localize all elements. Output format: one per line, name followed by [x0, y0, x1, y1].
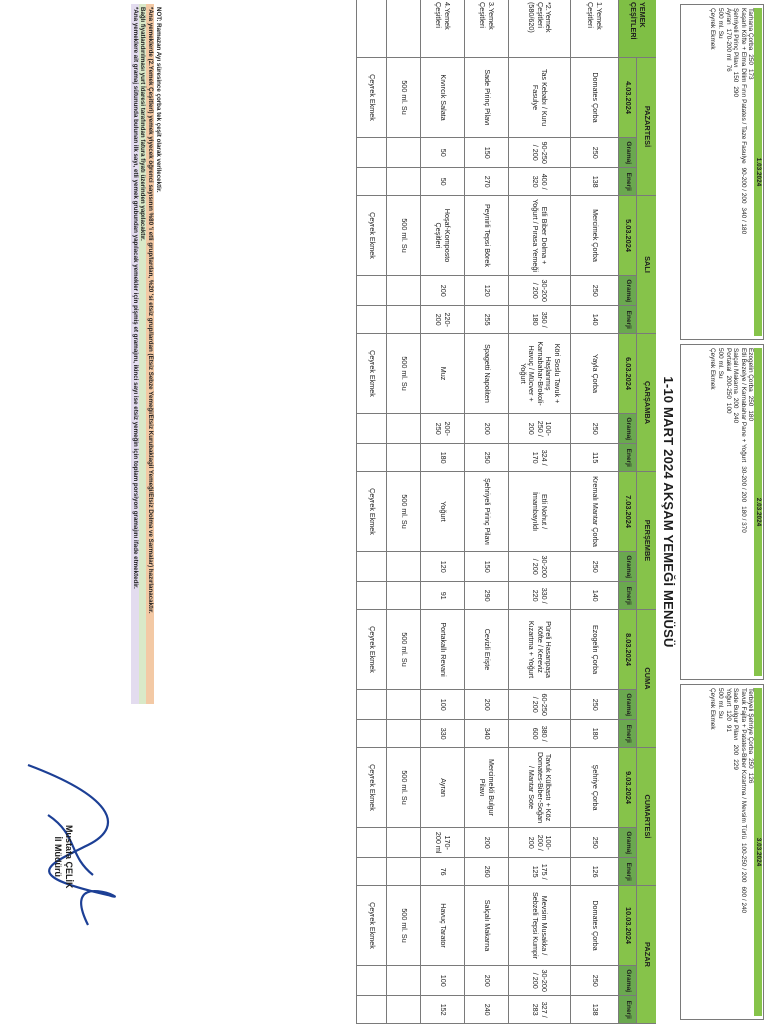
enerji-value	[386, 720, 420, 748]
date-cell: 9.03.2024	[618, 748, 636, 828]
enerji-value: 260	[464, 858, 508, 886]
enerji-value: 255	[464, 306, 508, 334]
gramaj-value: 250	[747, 54, 755, 65]
enerji-value	[386, 996, 420, 1024]
gramaj-value: 100-250 / 200	[739, 843, 747, 883]
enerji-value: 115	[570, 444, 618, 472]
day-header: ÇARŞAMBA	[636, 334, 656, 472]
enerji-value: 152	[420, 996, 464, 1024]
menu-item: 500 ml. Su	[717, 348, 725, 379]
enerji-value: 400 / 320	[508, 168, 570, 196]
enerji-value: 290	[732, 86, 740, 98]
menu-line	[739, 8, 747, 336]
menu-item: 500 ml. Su	[386, 610, 420, 690]
menu-item: Tas Kebabı / Kuru Fasulye	[508, 58, 570, 138]
menu-item: Havuç Tarator	[420, 886, 464, 966]
day-header: PAZARTESİ	[636, 58, 656, 196]
menu-item: Püreli Hasanpaşa Köfte / Kereviz Kızartma + Yoğurt	[508, 610, 570, 690]
date-cell: 4.03.2024	[618, 58, 636, 138]
row-label	[356, 0, 386, 58]
menu-line	[724, 688, 732, 1016]
note-line: Bağlı fiyatlandırılması yurt İdaresi tarafından fatura fiyatı üzerinden yapılacaktır.	[139, 4, 147, 704]
row-label: 3.Yemek Çeşitleri	[464, 0, 508, 58]
menu-line	[739, 688, 747, 1016]
menu-item: Salçalı Makarna	[732, 348, 740, 394]
signatory-title: İl Müdürü	[53, 836, 63, 877]
enerji-value: 126	[747, 772, 755, 784]
menu-line	[724, 8, 732, 336]
enerji-value: 138	[570, 996, 618, 1024]
notes-block	[131, 4, 162, 704]
gramaj-value: 30-200 / 200	[508, 552, 570, 582]
menu-item: Terbiyeli Şehriye Çorba	[747, 688, 755, 755]
gramaj-value: 100-250 / 200	[508, 414, 570, 444]
enerji-value: 240	[732, 412, 740, 424]
menu-line	[732, 688, 740, 1016]
menu-item: Mevsim Musakka / Sebzeli Tepsi Kumpir	[508, 886, 570, 966]
date-cell: 2.03.2024	[754, 348, 762, 676]
enerji-value: 180	[747, 410, 755, 422]
menu-item: Ayran	[724, 8, 732, 25]
menu-line	[709, 8, 717, 336]
date-cell: 3.03.2024	[754, 688, 762, 1016]
menu-item: 500 ml. Su	[386, 886, 420, 966]
gramaj-value	[386, 138, 420, 168]
gramaj-value: 100	[420, 690, 464, 720]
gramaj-value: 150	[464, 552, 508, 582]
enerji-value	[356, 306, 386, 334]
enerji-value: 126	[570, 858, 618, 886]
extra-day-block	[680, 344, 764, 680]
gramaj-value	[386, 828, 420, 858]
menu-item: Tavuk Fajita + Patates-Biber Kızartma / Mevsim Türlü	[739, 688, 747, 839]
extra-day-block	[680, 4, 764, 340]
gramaj-value: 200	[732, 744, 740, 756]
menu-item: Çeyrek Ekmek	[709, 688, 717, 730]
gramaj-value: 250	[570, 552, 618, 582]
gramaj-value: 250	[570, 966, 618, 996]
gramaj-value: 90-200 / 200	[739, 167, 747, 204]
signatory-name: Mustafa ÇELİK	[64, 825, 74, 889]
menu-item: Yoğurt	[724, 688, 732, 707]
menu-item: Muz	[420, 334, 464, 414]
menu-line	[709, 348, 717, 676]
enerji-value: 50	[420, 168, 464, 196]
gramaj-header: Gramaj	[618, 552, 636, 582]
gramaj-value	[386, 552, 420, 582]
enerji-value: 229	[732, 759, 740, 770]
menu-line	[739, 348, 747, 676]
gramaj-value	[356, 828, 386, 858]
menu-line	[709, 688, 717, 1016]
gramaj-value: 200	[464, 828, 508, 858]
menu-item: 500 ml. Su	[717, 688, 725, 719]
enerji-value: 76	[724, 64, 732, 72]
gramaj-value: 250	[747, 758, 755, 769]
day-header: PAZAR	[636, 886, 656, 1024]
gramaj-header: Gramaj	[618, 414, 636, 444]
menu-item: 500 ml. Su	[386, 748, 420, 828]
extra-day-block	[680, 684, 764, 1020]
gramaj-value: 90-250 / 200	[508, 138, 570, 168]
menu-item: Etli Bezelye / Karnabahar Pane + Yoğurt	[739, 348, 747, 463]
menu-item: Ayran	[420, 748, 464, 828]
menu-item: Kremalı Mantar Çorba	[570, 472, 618, 552]
gramaj-value: 200	[732, 397, 740, 409]
extra-days	[680, 4, 764, 1020]
gramaj-value: 120	[420, 552, 464, 582]
menu-item: Çeyrek Ekmek	[356, 334, 386, 414]
enerji-value: 140	[570, 306, 618, 334]
gramaj-value: 200	[420, 276, 464, 306]
gramaj-value: 250	[570, 138, 618, 168]
menu-item: Çeyrek Ekmek	[356, 196, 386, 276]
enerji-value: 380 / 600	[508, 720, 570, 748]
menu-item: Mercimek Çorba	[570, 196, 618, 276]
gramaj-value	[386, 414, 420, 444]
gramaj-value: 120	[464, 276, 508, 306]
menu-line	[716, 348, 724, 676]
enerji-value: 290	[464, 582, 508, 610]
enerji-value: 138	[570, 168, 618, 196]
menu-item: Şehriyeli Pirinç Pilavı	[732, 8, 740, 68]
gramaj-value: 60-250 / 200	[508, 690, 570, 720]
gramaj-value: 100-200 / 200	[508, 828, 570, 858]
row-label: 1.Yemek Çeşitleri	[570, 0, 618, 58]
gramaj-value: 100	[420, 966, 464, 996]
signature-text	[52, 825, 74, 889]
enerji-header: Enerji	[618, 858, 636, 886]
menu-line	[747, 688, 755, 1016]
gramaj-header: Gramaj	[618, 276, 636, 306]
menu-item: Etli Nohut / İmambayıldı	[508, 472, 570, 552]
enerji-value: 140	[570, 582, 618, 610]
enerji-value: 340 / 180	[739, 207, 747, 235]
menu-item: Çeyrek Ekmek	[356, 748, 386, 828]
menu-item: 500 ml. Su	[386, 472, 420, 552]
gramaj-value	[356, 966, 386, 996]
gramaj-value	[356, 552, 386, 582]
enerji-value	[356, 720, 386, 748]
enerji-value: 330	[420, 720, 464, 748]
enerji-header: Enerji	[618, 168, 636, 196]
menu-item: 500 ml. Su	[717, 8, 725, 39]
gramaj-value: 250	[747, 395, 755, 407]
enerji-header: Enerji	[618, 720, 636, 748]
menu-item: Salçalı Makarna	[464, 886, 508, 966]
menu-item: Yayla Çorba	[570, 334, 618, 414]
gramaj-header: Gramaj	[618, 690, 636, 720]
enerji-value	[356, 996, 386, 1024]
gramaj-value	[386, 966, 420, 996]
enerji-value: 240	[464, 996, 508, 1024]
menu-item: Cevizli Erişte	[464, 610, 508, 690]
menu-item: Portakal	[724, 348, 732, 372]
menu-item: Sade Pirinç Pilavı	[464, 58, 508, 138]
note-line: *Ana yemeklere ait gramaj sütununda bulunan ilk sayı, etli yemek grubundan yapılacak yemekler için pişmiş et gramajını, ikinci sayı ise etsiz yemeğin için toplam porsiyon gramajını ifade etmektedir.	[131, 4, 139, 704]
gramaj-value: 150	[464, 138, 508, 168]
menu-item: Ezogelin Çorba	[747, 348, 755, 392]
enerji-value: 600 / 240	[739, 886, 747, 914]
enerji-value: 220-200	[420, 306, 464, 334]
menu-item: Domates Çorba	[570, 886, 618, 966]
enerji-header: Enerji	[618, 582, 636, 610]
note-line: NOT: Ramazan Ayı süresince çorba tek çeşit olarak verilecektir.	[154, 4, 162, 704]
menu-item: Yoğurt	[420, 472, 464, 552]
menu-item: 500 ml. Su	[386, 334, 420, 414]
gramaj-value	[356, 276, 386, 306]
menu-table	[164, 0, 656, 1024]
menu-item: Kıvırcık Salata	[420, 58, 464, 138]
enerji-value: 350 / 180	[508, 306, 570, 334]
date-cell: 8.03.2024	[618, 610, 636, 690]
menu-item: Şehriye Çorba	[570, 748, 618, 828]
menu-item: Köri Soslu Tavuk + Haşlanmış Karnabahar-Brokoli-Havuç / Mücver + Yoğurt	[508, 334, 570, 414]
enerji-value	[386, 582, 420, 610]
menu-item: Çeyrek Ekmek	[356, 472, 386, 552]
gramaj-value: 30-200 / 200	[508, 966, 570, 996]
gramaj-value: 200	[464, 414, 508, 444]
enerji-value	[356, 168, 386, 196]
menu-item: Sade Bulgur Pilavı	[732, 688, 740, 741]
menu-item: Çeyrek Ekmek	[356, 610, 386, 690]
enerji-value: 340	[464, 720, 508, 748]
menu-item: Mercimekli Bulgur Pilavı	[464, 748, 508, 828]
gramaj-value: 200	[464, 966, 508, 996]
gramaj-value	[356, 138, 386, 168]
gramaj-value	[356, 690, 386, 720]
menu-line	[747, 8, 755, 336]
menu-item: Şehriyeli Pirinç Pilavı	[464, 472, 508, 552]
menu-line	[716, 8, 724, 336]
day-header: PERŞEMBE	[636, 472, 656, 610]
gramaj-value: 200-250	[724, 375, 732, 399]
menu-line	[716, 688, 724, 1016]
menu-item: Tarhana Çorba	[747, 8, 755, 51]
row-label: 4.Yemek Çeşitleri	[420, 0, 464, 58]
day-header: CUMA	[636, 610, 656, 748]
enerji-value: 330 / 220	[508, 582, 570, 610]
date-cell: 7.03.2024	[618, 472, 636, 552]
date-cell: 1.03.2024	[754, 8, 762, 336]
enerji-value: 76	[420, 858, 464, 886]
gramaj-value: 120	[724, 710, 732, 721]
menu-item: Çeyrek Ekmek	[356, 886, 386, 966]
enerji-value: 91	[724, 724, 732, 733]
day-header: SALI	[636, 196, 656, 334]
enerji-header: Enerji	[618, 306, 636, 334]
enerji-value	[386, 168, 420, 196]
gramaj-value: 150	[732, 71, 740, 83]
menu-line	[732, 8, 740, 336]
menu-item: Ezogelin Çorba	[570, 610, 618, 690]
menu-item: Peynirli Tepsi Börek	[464, 196, 508, 276]
menu-item: 500 ml. Su	[386, 196, 420, 276]
date-cell: 6.03.2024	[618, 334, 636, 414]
gramaj-value: 250	[570, 414, 618, 444]
day-header: CUMARTESİ	[636, 748, 656, 886]
menu-line	[724, 348, 732, 676]
date-cell: 10.03.2024	[618, 886, 636, 966]
date-cell: 5.03.2024	[618, 196, 636, 276]
menu-item: Domates Çorba	[570, 58, 618, 138]
row-label: YEMEK ÇEŞİTLERİ	[618, 0, 656, 58]
enerji-value: 180	[570, 720, 618, 748]
menu-line	[732, 348, 740, 676]
note-line: *Ana yemeklerde (2.Yemek Çeşitleri) yemek yiyecek öğrenci sayısının %80 'i etli grup/lardan, %20 'si etsiz grup/lardan (Etsiz Sebze Yemeği/Etsiz Kurubaklagil Yemeği/Etsiz Dolma ve Sarmalar) hazırlanacaktır.	[146, 4, 154, 704]
enerji-value	[386, 858, 420, 886]
enerji-header: Enerji	[618, 444, 636, 472]
enerji-value	[386, 306, 420, 334]
gramaj-header: Gramaj	[618, 138, 636, 168]
menu-item: Spagetti Napoliten	[464, 334, 508, 414]
enerji-value: 175 / 125	[508, 858, 570, 886]
enerji-value: 327 / 283	[508, 996, 570, 1024]
gramaj-value	[356, 414, 386, 444]
enerji-value: 180	[420, 444, 464, 472]
enerji-value: 100	[724, 402, 732, 414]
menu-item: Portakallı Revani	[420, 610, 464, 690]
signature-block	[8, 755, 148, 955]
enerji-value: 180 / 370	[739, 506, 747, 533]
gramaj-value: 250	[570, 276, 618, 306]
gramaj-value: 50	[420, 138, 464, 168]
menu-item: 500 ml. Su	[386, 58, 420, 138]
page-title: 1-10 MART 2024 AKŞAM YEMEĞİ MENÜSÜ	[661, 376, 676, 648]
enerji-value: 250	[464, 444, 508, 472]
enerji-value	[356, 858, 386, 886]
gramaj-value: 200-250	[420, 414, 464, 444]
menu-item: Çeyrek Ekmek	[709, 348, 717, 390]
menu-item: Etli Biber Dolma + Yoğurt / Pırasa Yemeği	[508, 196, 570, 276]
gramaj-value: 200	[464, 690, 508, 720]
menu-item: Kaşarlı Köfte + Elma Dilim Fırın Patates / Taze Fasulye	[739, 8, 747, 164]
gramaj-value: 250	[570, 828, 618, 858]
gramaj-value	[386, 276, 420, 306]
row-label	[386, 0, 420, 58]
enerji-value: 270	[464, 168, 508, 196]
enerji-value	[386, 444, 420, 472]
enerji-value: 324 / 170	[508, 444, 570, 472]
gramaj-value: 30-200 / 200	[508, 276, 570, 306]
enerji-value: 173	[747, 68, 755, 80]
gramaj-value	[386, 690, 420, 720]
gramaj-header: Gramaj	[618, 966, 636, 996]
row-label: *2.Yemek Çeşitleri (580/620)	[508, 0, 570, 58]
gramaj-value: 170-200 ml	[420, 828, 464, 858]
menu-item: Çeyrek Ekmek	[709, 8, 717, 50]
handwritten-signature	[8, 755, 148, 955]
menu-line	[747, 348, 755, 676]
enerji-value	[356, 582, 386, 610]
gramaj-value: 30-200 / 200	[739, 466, 747, 503]
gramaj-value: 170-200 ml	[724, 28, 732, 61]
menu-item: Tavuk Külbastı + Köz Domates-Biber-Soğan / Mantar Sote	[508, 748, 570, 828]
gramaj-header: Gramaj	[618, 828, 636, 858]
menu-item: Çeyrek Ekmek	[356, 58, 386, 138]
enerji-value	[356, 444, 386, 472]
enerji-header: Enerji	[618, 996, 636, 1024]
gramaj-value: 250	[570, 690, 618, 720]
menu-item: Hoşaf-Komposto Çeşitleri	[420, 196, 464, 276]
enerji-value: 91	[420, 582, 464, 610]
